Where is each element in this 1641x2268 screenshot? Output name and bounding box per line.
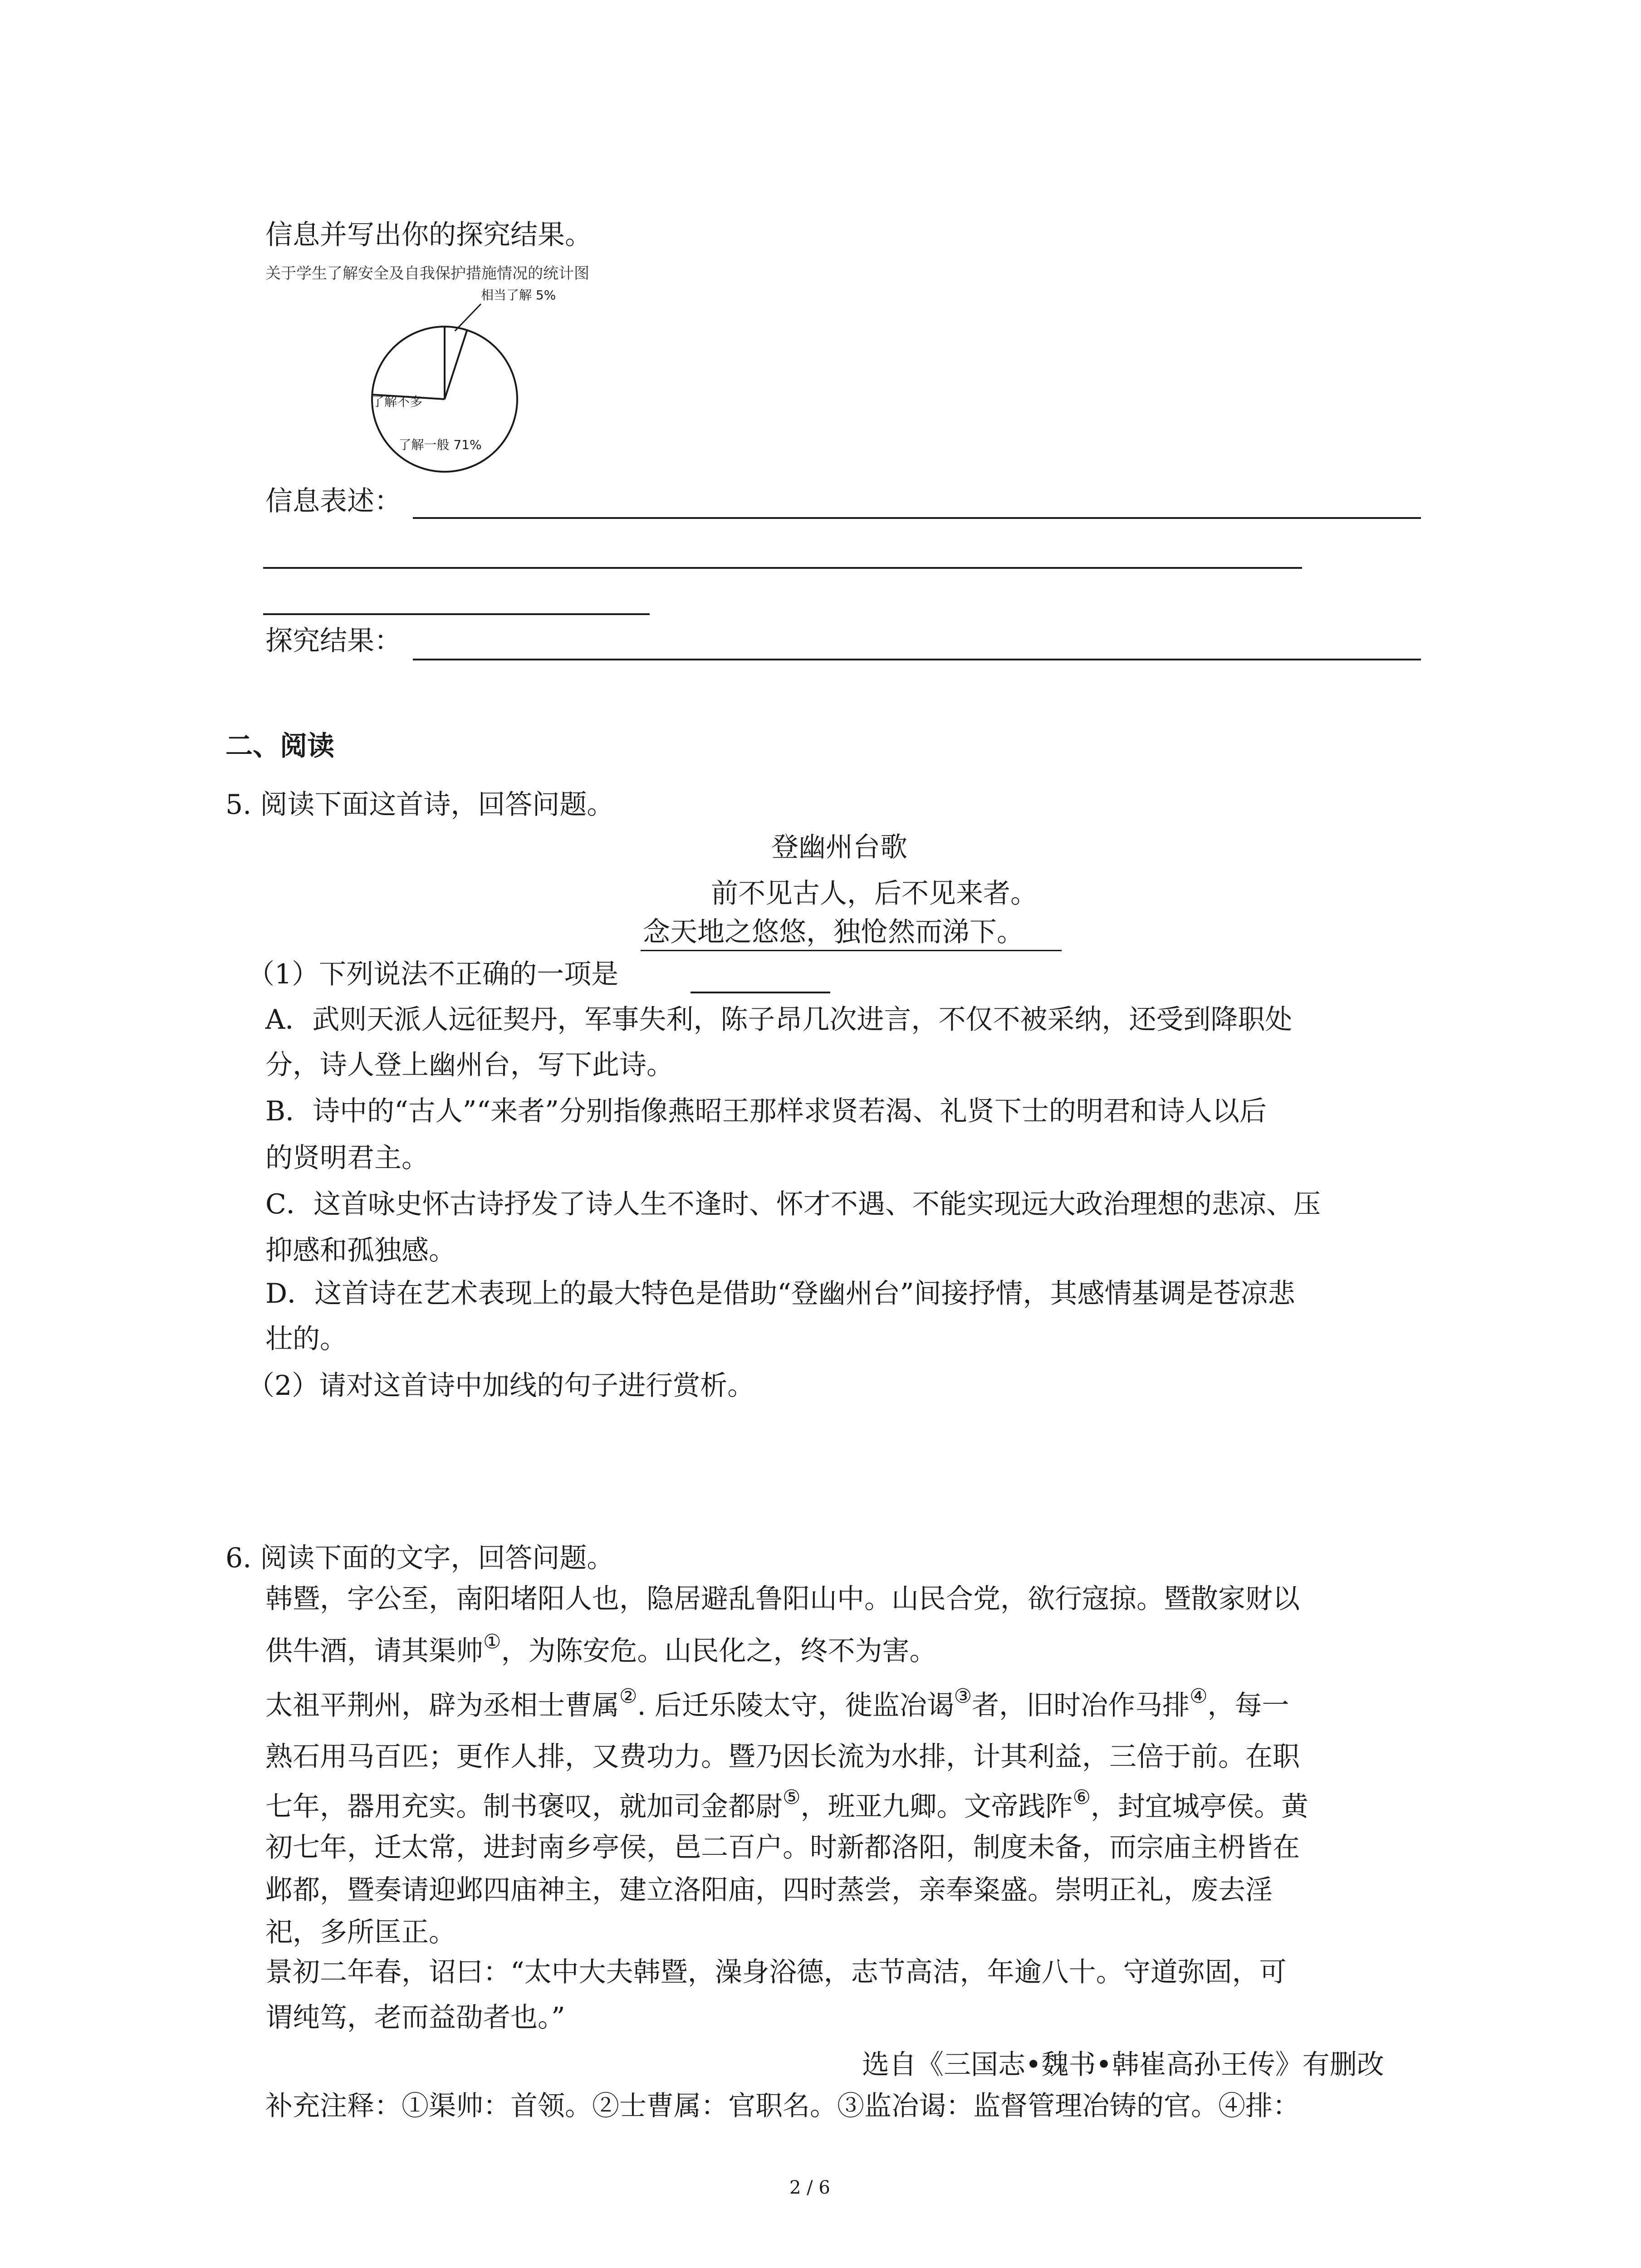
pie-chart [354,281,556,472]
q5-option-a-line2: 分，诗人登上幽州台，写下此诗。 [265,1049,674,1081]
q6-p2-line1-a: 太祖平荆州，辟为丞相士曹属 [265,1690,619,1721]
note-marker-6: ⑥ [1073,1786,1091,1809]
q6-p1-line2-b: ，为陈安危。山民化之，终不为害。 [501,1635,937,1667]
q5-option-d-line1: D．这首诗在艺术表现上的最大特色是借助“登幽州台”间接抒情，其感情基调是苍凉悲 [265,1278,1295,1310]
q6-p2-line3-c: ，封宜城亭侯。黄 [1090,1791,1308,1823]
note-marker-2: ② [619,1685,637,1708]
result-answer-line[interactable] [413,659,1421,660]
info-answer-line-3[interactable] [263,613,650,615]
section-two-title: 二、阅读 [225,730,334,762]
q6-p2-line1-b: . 后迁乐陵太守，徙监冶谒 [637,1690,954,1721]
q6-p2-line6: 祀，多所匡正。 [265,1916,456,1948]
q6-p2-line3-a: 七年，器用充实。制书褒叹，就加司金都尉 [265,1791,783,1823]
q6-p2-line1-c: 者，旧时冶作马排 [972,1690,1190,1721]
poem-underline [641,950,1062,951]
q6-p2-line1-d: ，每一 [1207,1690,1289,1721]
q6-p1-line2 [265,1630,937,1667]
info-answer-line-1[interactable] [413,517,1421,519]
q6-source: 选自《三国志•魏书•韩崔高孙王传》有删改 [862,2049,1384,2081]
note-marker-3: ③ [954,1685,972,1708]
q5-option-a-line1: A．武则天派人远征契丹，军事失利，陈子昂几次进言，不仅不被采纳，还受到降职处 [265,1004,1293,1036]
q6-p2-line3 [265,1786,1308,1823]
q5-sub1: （1）下列说法不正确的一项是 [247,958,619,990]
q5-sub1-answer-line[interactable] [691,992,830,993]
q6-p3-line2: 谓纯笃，老而益劭者也。” [265,2002,565,2033]
pie-label-1: 了解一般 71% [398,437,482,452]
result-label: 探究结果： [265,625,402,657]
q6-p2-line5: 邺都，暨奏请迎邺四庙神主，建立洛阳庙，四时蒸尝，亲奉粢盛。崇明正礼，废去淫 [265,1874,1273,1906]
q5-option-c-line2: 抑感和孤独感。 [265,1235,456,1266]
poem-line-2: 念天地之悠悠，独怆然而涕下。 [643,916,1024,948]
q5-option-b-line2: 的贤明君主。 [265,1142,429,1174]
note-marker-5: ⑤ [783,1786,801,1809]
q5-option-c-line1: C．这首咏史怀古诗抒发了诗人生不逢时、怀才不遇、不能实现远大政治理想的悲凉、压 [265,1188,1321,1220]
q5-sub2: （2）请对这首诗中加线的句子进行赏析。 [247,1370,755,1402]
info-answer-line-2[interactable] [263,567,1302,569]
q6-p3-line1: 景初二年春，诏曰：“太中大夫韩暨，澡身浴德，志节高洁，年逾八十。守道弥固，可 [265,1956,1287,1988]
pie-label-0: 相当了解 5% [481,288,556,303]
page-number: 2 / 6 [789,2177,830,2198]
q6-p1-line2-a: 供牛酒，请其渠帅 [265,1635,483,1667]
pie-leader-line [455,304,481,331]
q5-stem: 5. 阅读下面这首诗，回答问题。 [225,789,614,821]
intro-text: 信息并写出你的探究结果。 [265,219,592,251]
q5-option-d-line2: 壮的。 [265,1323,347,1355]
pie-label-2: 了解不多 [371,394,423,409]
q5-option-b-line1: B．诗中的“古人”“来者”分别指像燕昭王那样求贤若渴、礼贤下士的明君和诗人以后 [265,1095,1267,1127]
q6-p2-line4: 初七年，迁太常，进封南乡亭侯，邑二百户。时新都洛阳，制度未备，而宗庙主枬皆在 [265,1832,1300,1863]
info-label: 信息表述： [265,485,402,517]
q6-p2-line3-b: ，班亚九卿。文帝践阼 [800,1791,1073,1823]
q6-p1-line1: 韩暨，字公至，南阳堵阳人也，隐居避乱鲁阳山中。山民合党，欲行寇掠。暨散家财以 [265,1583,1300,1615]
poem-line-1: 前不见古人，后不见来者。 [711,878,1038,909]
q6-notes-line: 补充注释：①渠帅：首领。②士曹属：官职名。③监冶谒：监督管理冶铸的官。④排： [265,2090,1300,2122]
poem-title: 登幽州台歌 [771,831,907,863]
q6-p2-line1 [265,1685,1289,1721]
note-marker-1: ① [483,1630,501,1653]
q6-p2-line2: 熟石用马百匹；更作人排，又费功力。暨乃因长流为水排，计其利益，三倍于前。在职 [265,1741,1300,1773]
chart-title: 关于学生了解安全及自我保护措施情况的统计图 [265,264,589,283]
note-marker-4: ④ [1190,1685,1208,1708]
q6-stem: 6. 阅读下面的文字，回答问题。 [225,1542,614,1574]
